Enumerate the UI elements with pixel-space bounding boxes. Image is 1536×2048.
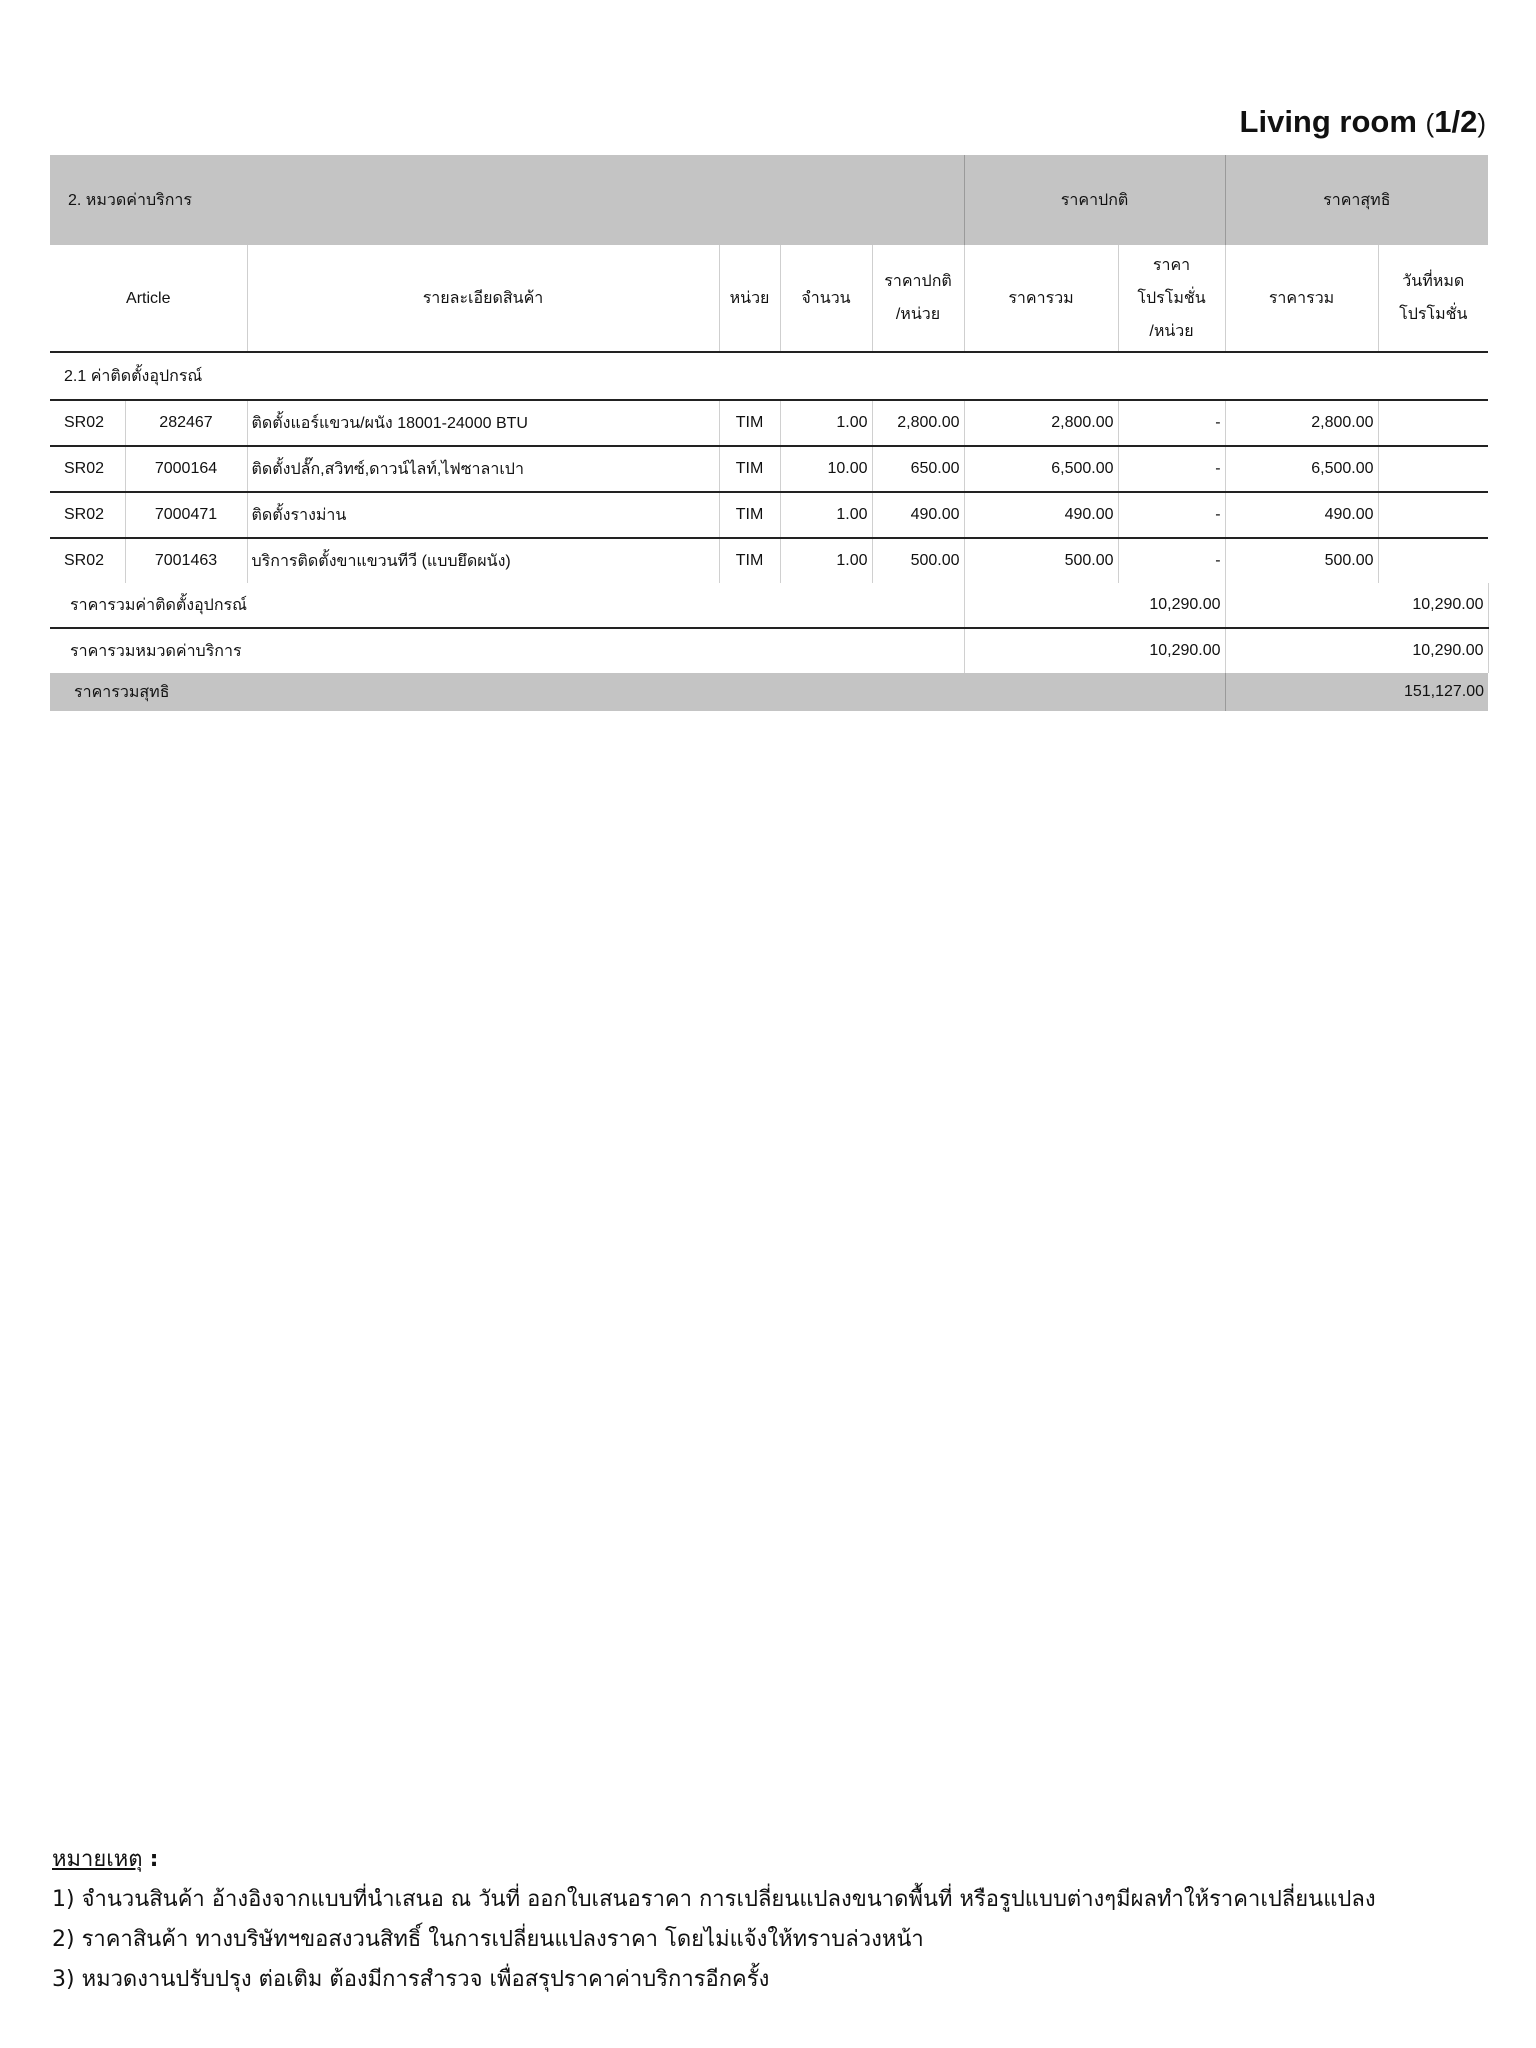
row-net-total: 490.00 (1225, 492, 1378, 538)
note-item: 2) ราคาสินค้า ทางบริษัทฯขอสงวนสิทธิ์ ในการเปลี่ยนแปลงราคา โดยไม่แจ้งให้ทราบล่วงหน้า (52, 1927, 924, 1952)
row-unit-price: 2,800.00 (872, 400, 964, 446)
row-promo: - (1118, 400, 1225, 446)
row-code: SR02 (64, 552, 105, 569)
col-detail: รายละเอียดสินค้า (247, 245, 719, 352)
row-promo-end (1378, 446, 1488, 492)
row-total: 6,500.00 (964, 446, 1118, 492)
row-unit-price: 500.00 (872, 538, 964, 583)
row-qty: 1.00 (780, 400, 872, 446)
row-total: 490.00 (964, 492, 1118, 538)
subtotal-install-row (50, 583, 1488, 628)
category-title: 2. หมวดค่าบริการ (50, 155, 964, 245)
row-article: 7000164 (125, 446, 247, 492)
col-regular-total: ราคารวม (964, 245, 1118, 352)
subtotal-install-net: 10,290.00 (1225, 583, 1488, 628)
row-code: SR02 (64, 460, 105, 477)
row-article: 282467 (125, 400, 247, 446)
subtotal-service-regular: 10,290.00 (964, 628, 1225, 673)
row-unit-price: 650.00 (872, 446, 964, 492)
row-qty: 10.00 (780, 446, 872, 492)
row-article: 7001463 (125, 538, 247, 583)
row-promo-end (1378, 538, 1488, 583)
col-unit: หน่วย (719, 245, 780, 352)
table-row (50, 400, 1488, 446)
row-article: 7000471 (125, 492, 247, 538)
room-name: Living room (1239, 104, 1417, 139)
row-unit: TIM (719, 446, 780, 492)
row-promo: - (1118, 538, 1225, 583)
group-net-price: ราคาสุทธิ (1225, 155, 1488, 245)
row-unit: TIM (719, 492, 780, 538)
subtotal-service-label: ราคารวมหมวดค่าบริการ (70, 642, 242, 660)
net-total-value: 151,127.00 (1225, 673, 1488, 711)
row-promo-end (1378, 400, 1488, 446)
subtotal-service-net: 10,290.00 (1225, 628, 1488, 673)
row-detail: ติดตั้งแอร์แขวน/ผนัง 18001-24000 BTU (247, 400, 719, 446)
net-total-label: ราคารวมสุทธิ (50, 673, 1225, 711)
quotation-table (50, 155, 1488, 711)
row-net-total: 500.00 (1225, 538, 1378, 583)
col-article: Article (126, 289, 171, 307)
page-marker: 1/2 (1434, 104, 1478, 139)
row-detail: ติดตั้งปลั๊ก,สวิทซ์,ดาวน์ไลท์,ไฟซาลาเปา (247, 446, 719, 492)
row-code: SR02 (64, 506, 105, 523)
notes-title: หมายเหตุ (52, 1847, 143, 1872)
notes: หมายเหตุ : 1) จำนวนสินค้า อ้างอิงจากแบบที่นำเสนอ ณ วันที่ ออกใบเสนอราคา การเปลี่ยนแปลงขนาดพื้นที่ หรือรูปแบบต่างๆมีผลทำให้ราคาเปลี่ยนแปลง 2) ราคาสินค้า ทางบริษัทฯขอสงวนสิทธิ์ ในการเปลี่ยนแปลงราคา โดยไม่แจ้งให้ทราบล่วงหน้า 3) หมวดงานปรับปรุง ต่อเติม ต้องมีการสำรวจ เพื่อสรุปราคาค่าบริการอีกครั้ง (52, 1840, 1376, 2000)
col-regular-unit-price: ราคาปกติ /หน่วย (872, 245, 964, 352)
row-promo: - (1118, 446, 1225, 492)
column-header-row (50, 245, 1488, 352)
row-detail: ติดตั้งรางม่าน (247, 492, 719, 538)
subtotal-install-regular: 10,290.00 (964, 583, 1225, 628)
col-qty: จำนวน (780, 245, 872, 352)
row-total: 2,800.00 (964, 400, 1118, 446)
col-promo-price: ราคา โปรโมชั่น /หน่วย (1118, 245, 1225, 352)
row-promo-end (1378, 492, 1488, 538)
row-promo: - (1118, 492, 1225, 538)
note-item: 1) จำนวนสินค้า อ้างอิงจากแบบที่นำเสนอ ณ วันที่ ออกใบเสนอราคา การเปลี่ยนแปลงขนาดพื้นที่ หรือรูปแบบต่างๆมีผลทำให้ราคาเปลี่ยนแปลง (52, 1887, 1376, 1912)
subtotal-install-label: ราคารวมค่าติดตั้งอุปกรณ์ (70, 596, 247, 614)
row-detail: บริการติดตั้งขาแขวนทีวี (แบบยึดผนัง) (247, 538, 719, 583)
row-unit-price: 490.00 (872, 492, 964, 538)
subtotal-service-row (50, 628, 1488, 673)
table-row (50, 538, 1488, 583)
section-row (50, 352, 1488, 400)
category-header-row (50, 155, 1488, 245)
page-title: Living room (1/2) (1239, 104, 1486, 139)
row-net-total: 2,800.00 (1225, 400, 1378, 446)
row-total: 500.00 (964, 538, 1118, 583)
col-promo-end: วันที่หมด โปรโมชั่น (1378, 245, 1488, 352)
note-item: 3) หมวดงานปรับปรุง ต่อเติม ต้องมีการสำรวจ เพื่อสรุปราคาค่าบริการอีกครั้ง (52, 1967, 770, 1992)
row-unit: TIM (719, 538, 780, 583)
row-qty: 1.00 (780, 492, 872, 538)
table-row (50, 492, 1488, 538)
table-row (50, 446, 1488, 492)
col-net-total: ราคารวม (1225, 245, 1378, 352)
section-title: 2.1 ค่าติดตั้งอุปกรณ์ (50, 352, 1488, 400)
row-code: SR02 (64, 414, 105, 431)
row-net-total: 6,500.00 (1225, 446, 1378, 492)
group-regular-price: ราคาปกติ (964, 155, 1225, 245)
row-qty: 1.00 (780, 538, 872, 583)
net-total-row (50, 673, 1488, 711)
row-unit: TIM (719, 400, 780, 446)
